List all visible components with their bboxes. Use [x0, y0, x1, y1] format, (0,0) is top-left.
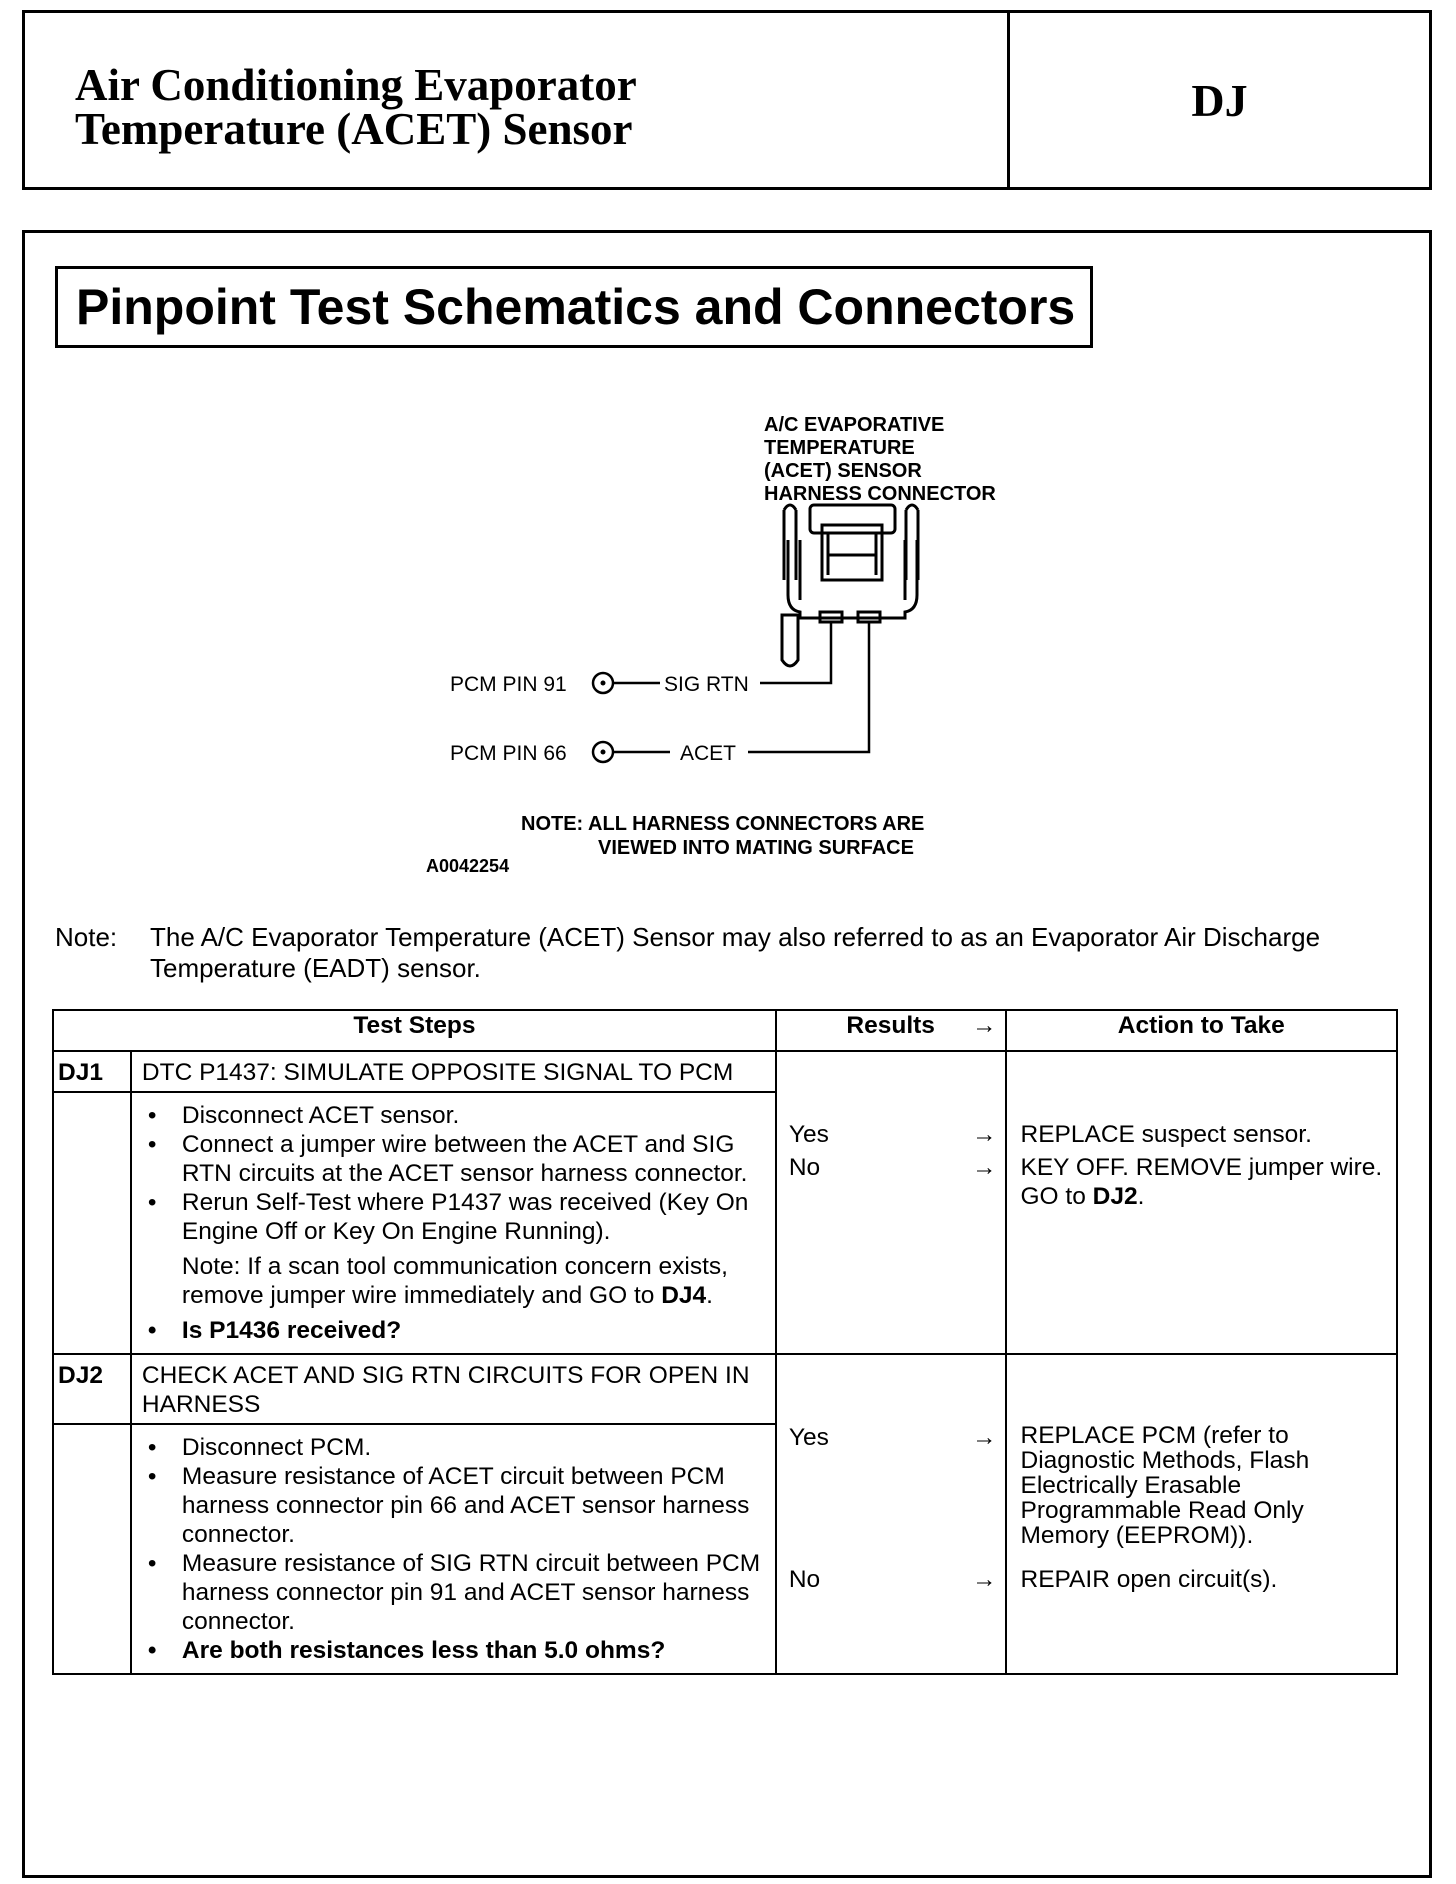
- header-results-label: Results: [846, 1012, 935, 1039]
- dj1-title: DTC P1437: SIMULATE OPPOSITE SIGNAL TO PCM: [131, 1051, 776, 1092]
- title-line-2: Temperature (ACET) Sensor: [75, 104, 633, 154]
- dj2-action-no: REPAIR open circuit(s).: [1020, 1566, 1278, 1593]
- figure-id: A0042254: [426, 856, 510, 876]
- sig-rtn-wire: [760, 622, 831, 683]
- table-header-row: [53, 1010, 1397, 1051]
- action-ref: DJ2: [1092, 1183, 1138, 1210]
- dj1-body: [131, 1092, 776, 1354]
- dj2-steps-list: [142, 1433, 767, 1665]
- dj2-results: [776, 1354, 1006, 1674]
- diagram-note-line-1: NOTE: ALL HARNESS CONNECTORS ARE: [521, 813, 925, 835]
- result-label: No: [788, 1566, 821, 1593]
- header-test-steps: Test Steps: [53, 1010, 776, 1051]
- dj2-result-yes: [789, 1423, 997, 1565]
- dj2-title-row: [53, 1354, 1397, 1424]
- list-item: • Disconnect ACET sensor.: [142, 1101, 767, 1130]
- result-label: Yes: [788, 1121, 829, 1148]
- dj2-body: [131, 1424, 776, 1674]
- diagram-note-line-2: VIEWED INTO MATING SURFACE: [598, 837, 914, 859]
- connector-title-line: A/C EVAPORATIVE: [764, 414, 945, 436]
- acet-label: ACET: [680, 742, 737, 765]
- list-item: • Connect a jumper wire between the ACET and SIG RTN circuits at the ACET sensor harness connector.: [142, 1130, 767, 1188]
- dj1-result-no: [789, 1153, 997, 1186]
- dj1-result-yes: [789, 1120, 997, 1153]
- list-item: • Measure resistance of SIG RTN circuit between PCM harness connector pin 91 and ACET sensor harness connector.: [142, 1549, 767, 1636]
- arrow-icon: →: [972, 1121, 997, 1148]
- connector-lock-detail: [828, 533, 876, 575]
- dj1-steps-list: [142, 1101, 767, 1246]
- dj1-actions: [1006, 1051, 1398, 1354]
- action-text: .: [1137, 1183, 1145, 1210]
- connector-left-latch: [784, 505, 796, 580]
- dj2-result-no: [789, 1565, 997, 1594]
- connector-title-line: (ACET) SENSOR: [764, 460, 922, 482]
- dj2-question: • Are both resistances less than 5.0 ohms?: [142, 1636, 767, 1665]
- acet-wire: [748, 622, 869, 752]
- dj1-question: • Is P1436 received?: [142, 1316, 767, 1345]
- dj1-action-yes: REPLACE suspect sensor.: [1020, 1121, 1312, 1148]
- dj1-id: DJ1: [53, 1051, 131, 1092]
- note-ref: DJ4: [661, 1282, 707, 1309]
- test-steps-table: [52, 1009, 1398, 1675]
- pcm-pin-91-label: PCM PIN 91: [450, 673, 567, 696]
- section-title: Pinpoint Test Schematics and Connectors: [55, 266, 1093, 348]
- title-line-1: Air Conditioning Evaporator: [75, 60, 637, 110]
- section-code: DJ: [1191, 74, 1248, 126]
- list-item: • Rerun Self-Test where P1437 was received (Key On Engine Off or Key On Engine Running).: [142, 1188, 767, 1246]
- arrow-icon: →: [972, 1012, 997, 1039]
- pin91-terminal-icon: [593, 673, 613, 693]
- dj2-title: CHECK ACET AND SIG RTN CIRCUITS FOR OPEN IN HARNESS: [131, 1354, 776, 1424]
- connector-title-line: HARNESS CONNECTOR: [764, 483, 996, 505]
- result-label: Yes: [788, 1424, 829, 1451]
- dj1-action-no: [1021, 1153, 1389, 1211]
- dj2-action-yes: REPLACE PCM (refer to Diagnostic Methods, Flash Electrically Erasable Programmable Read Only Memory (EEPROM)).: [1020, 1422, 1310, 1549]
- connector-left-tab: [782, 615, 798, 666]
- connector-title-line: TEMPERATURE: [764, 437, 915, 459]
- dj1-title-row: [53, 1051, 1397, 1092]
- dj1-results: [776, 1051, 1006, 1354]
- action-text: KEY OFF. REMOVE jumper wire. GO to: [1020, 1154, 1383, 1210]
- arrow-icon: →: [972, 1566, 997, 1593]
- dj1-question-list: [142, 1316, 767, 1345]
- pcm-pin-66-label: PCM PIN 66: [450, 742, 567, 765]
- note-text: Note: If a scan tool communication concern exists, remove jumper wire immediately and GO to: [181, 1253, 728, 1309]
- note-text: .: [706, 1282, 713, 1309]
- header-results: [776, 1010, 1006, 1051]
- connector-inner-walls: [800, 540, 905, 600]
- list-item: • Disconnect PCM.: [142, 1433, 767, 1462]
- dj2-actions: [1006, 1354, 1398, 1674]
- note-label: Note:: [55, 922, 118, 952]
- connector-drawing: [782, 505, 918, 666]
- arrow-icon: →: [972, 1154, 997, 1181]
- dj2-id: DJ2: [53, 1354, 131, 1424]
- dj2-id-empty: [53, 1424, 131, 1674]
- dj1-note: [142, 1252, 767, 1310]
- header-action: Action to Take: [1006, 1010, 1398, 1051]
- list-item: • Measure resistance of ACET circuit between PCM harness connector pin 66 and ACET sensor harness connector.: [142, 1462, 767, 1549]
- result-label: No: [788, 1154, 821, 1181]
- sig-rtn-label: SIG RTN: [664, 673, 749, 696]
- dj1-id-empty: [53, 1092, 131, 1354]
- note-text: The A/C Evaporator Temperature (ACET) Sensor may also referred to as an Evaporator Air Discharge Temperature (EADT) sensor.: [150, 922, 1321, 983]
- pin66-terminal-icon: [593, 742, 613, 762]
- arrow-icon: →: [972, 1424, 997, 1451]
